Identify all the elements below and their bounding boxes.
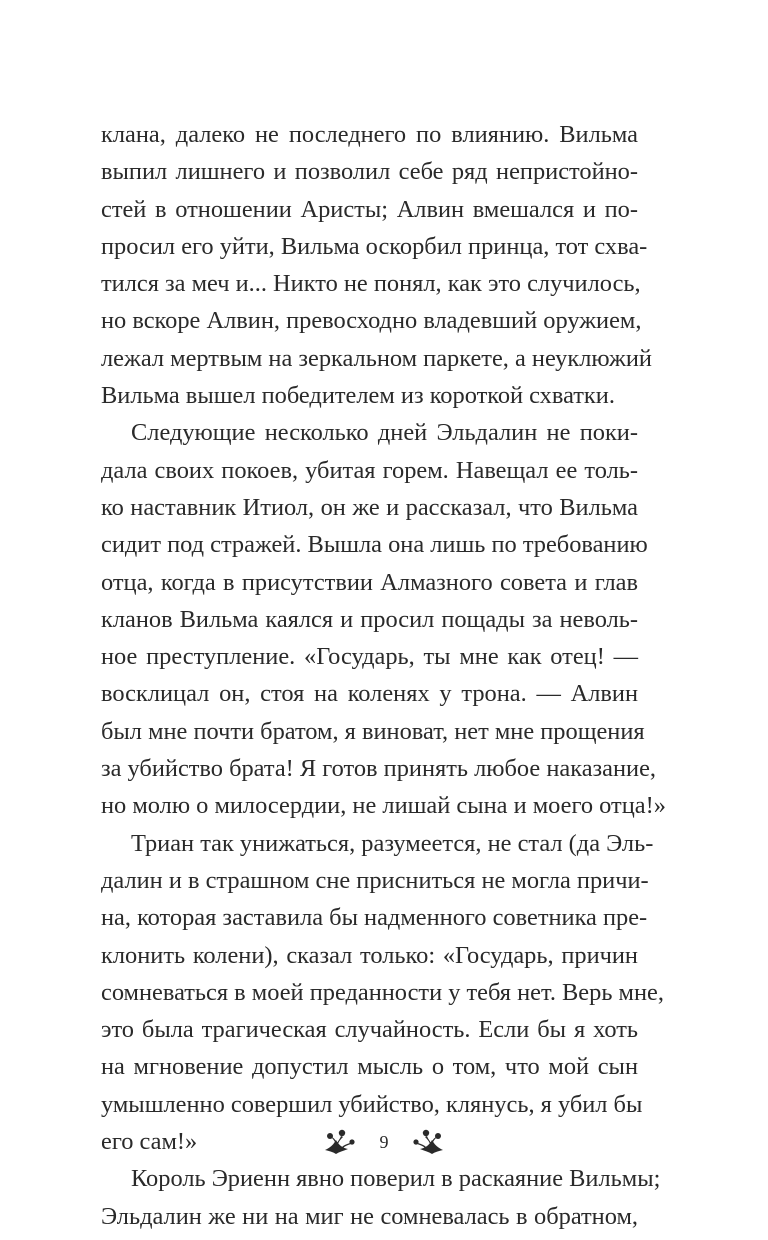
text-line: Король Эриенн явно поверил в раскаяние Вильмы; [131, 1165, 661, 1193]
text-line: сомневаться в моей преданности у тебя нет. Верь мне, [101, 978, 664, 1006]
text-line: восклицал он, стоя на коленях у трона. — Алвин [101, 680, 638, 708]
text-line: кланов Вильма каялся и просил пощады за неволь- [101, 605, 638, 633]
text-line: Следующие несколько дней Эльдалин не поки- [131, 419, 638, 447]
text-line: стей в отношении Аристы; Алвин вмешался и по- [101, 195, 638, 223]
text-line: Эльдалин же ни на миг не сомневалась в обратном, [101, 1202, 638, 1230]
text-line: ко наставник Итиол, он же и рассказал, что Вильма [101, 493, 638, 521]
text-line: Триан так унижаться, разумеется, не стал (да Эль- [131, 829, 654, 857]
text-line: выпил лишнего и позволил себе ряд непристойно- [101, 158, 638, 186]
text-line: тился за меч и... Никто не понял, как это случилось, [101, 270, 641, 298]
text-line: просил его уйти, Вильма оскорбил принца, тот схва- [101, 232, 648, 260]
text-line: умышленно совершил убийство, клянусь, я убил бы [101, 1090, 643, 1118]
text-line: за убийство брата! Я готов принять любое наказание, [101, 755, 657, 783]
text-line: это была трагическая случайность. Если бы я хоть [101, 1016, 638, 1044]
body-text [101, 116, 666, 1235]
text-line: был мне почти братом, я виноват, нет мне прощения [101, 717, 645, 745]
text-line: но молю о милосердии, не лишай сына и моего отца!» [101, 792, 666, 820]
fleuron-right-icon [412, 1128, 446, 1156]
text-line: сидит под стражей. Вышла она лишь по требованию [101, 531, 648, 559]
text-line: дала своих покоев, убитая горем. Навещал ее толь- [101, 456, 638, 484]
text-line: клана, далеко не последнего по влиянию. Вильма [101, 121, 638, 148]
text-line: отца, когда в присутствии Алмазного совета и глав [101, 568, 638, 596]
text-line: на мгновение допустил мысль о том, что мой сын [101, 1053, 638, 1081]
page-footer [0, 1122, 768, 1162]
page-number: 9 [379, 1131, 389, 1152]
text-line: на, которая заставила бы надменного советника пре- [101, 904, 648, 932]
text-line: ное преступление. «Государь, ты мне как отец! — [101, 643, 638, 671]
text-line: Вильма вышел победителем из короткой схватки. [101, 382, 615, 410]
text-line: его сам!» [101, 1128, 198, 1156]
text-line: клонить колени), сказал только: «Государь, причин [101, 941, 638, 969]
text-line: но вскоре Алвин, превосходно владевший оружием, [101, 307, 642, 335]
text-line: лежал мертвым на зеркальном паркете, а неуклюжий [101, 344, 652, 372]
text-line: далин и в страшном сне присниться не могла причи- [101, 866, 649, 894]
fleuron-left-icon [322, 1128, 356, 1156]
